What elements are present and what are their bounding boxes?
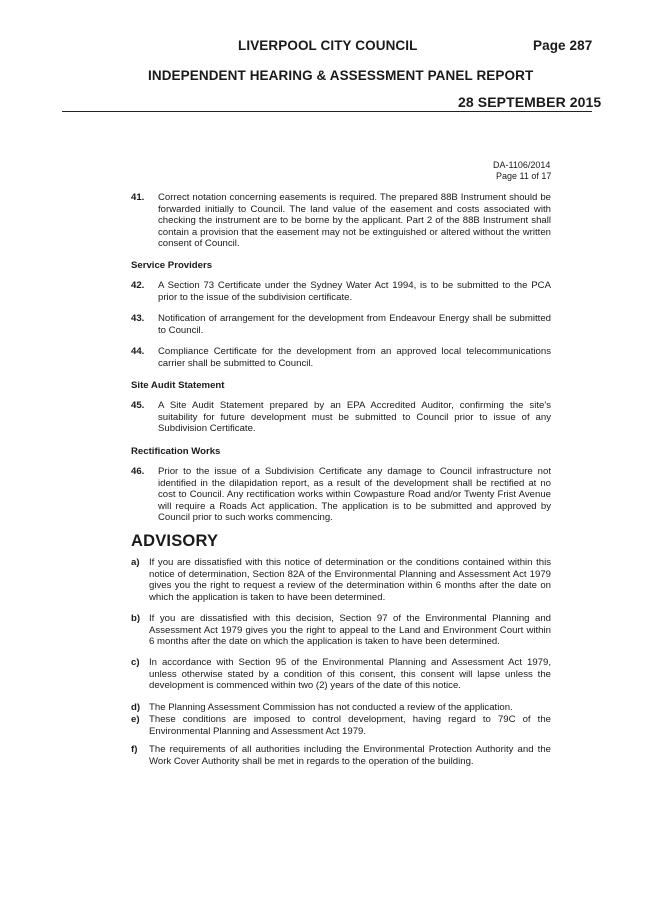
advisory-letter: d) (131, 702, 141, 713)
condition-43 (131, 313, 551, 336)
condition-46 (131, 466, 551, 524)
advisory-text: If you are dissatisfied with this notice of determination or the conditions contained within this notice of determination, Section 82A of the Environmental Planning and Assessment Act 1979 gives you the right to request a review of the determination within 6 months after the date on which the application is taken to have been determined. (149, 557, 551, 603)
heading-rectification: Rectification Works (131, 446, 221, 457)
condition-number: 43. (131, 313, 145, 324)
council-name: LIVERPOOL CITY COUNCIL (238, 38, 418, 53)
page-number: Page 287 (533, 38, 593, 53)
condition-text: Compliance Certificate for the development from an approved local telecommunications carrier shall be submitted to Council. (158, 346, 551, 369)
advisory-letter: e) (131, 714, 140, 725)
condition-42 (131, 280, 551, 303)
condition-text: Correct notation concerning easements is required. The prepared 88B Instrument should be forwarded initially to Council. The land value of the easement and costs associated with checking the instrument are to be borne by the applicant. Part 2 of the 88B Instrument shall contain a provision that the easement may not be extinguished or altered without the written consent of Council. (158, 192, 551, 250)
advisory-letter: f) (131, 744, 138, 755)
condition-number: 42. (131, 280, 145, 291)
advisory-item-e (131, 714, 551, 737)
condition-number: 41. (131, 192, 145, 203)
report-date: 28 SEPTEMBER 2015 (458, 94, 602, 110)
advisory-item-c (131, 657, 551, 692)
advisory-text: The requirements of all authorities including the Environmental Protection Authority and the Work Cover Authority shall be met in regards to the operation of the building. (149, 744, 551, 767)
advisory-letter: b) (131, 613, 141, 624)
advisory-text: These conditions are imposed to control development, having regard to 79C of the Environmental Planning and Assessment Act 1979. (149, 714, 551, 737)
advisory-item-a (131, 557, 551, 603)
condition-number: 45. (131, 400, 145, 411)
advisory-item-d (131, 702, 551, 714)
advisory-text: The Planning Assessment Commission has not conducted a review of the application. (149, 702, 513, 713)
heading-service-providers: Service Providers (131, 260, 213, 271)
advisory-heading: ADVISORY (131, 532, 219, 550)
condition-text: A Section 73 Certificate under the Sydney Water Act 1994, is to be submitted to the PCA prior to the issue of the subdivision certificate. (158, 280, 551, 303)
advisory-text: If you are dissatisfied with this decision, Section 97 of the Environmental Planning and Assessment Act 1979 gives you the right to appeal to the Land and Environment Court within 6 months after the date on which the application is taken to have been determined. (149, 613, 551, 648)
condition-text: Prior to the issue of a Subdivision Certificate any damage to Council infrastructure not identified in the dilapidation report, as a result of the development shall be rectified at no cost to Council. Any rectification works within Cowpasture Road and/or Twenty Frist Avenue will require a Roads Act application. The application is to be submitted and approved by Council prior to such works commencing. (158, 466, 551, 524)
page-of: Page 11 of 17 (496, 171, 552, 181)
condition-text: A Site Audit Statement prepared by an EPA Accredited Auditor, confirming the site's suitability for future development must be submitted to Council prior to issue of any Subdivision Certificate. (158, 400, 551, 435)
report-title: INDEPENDENT HEARING & ASSESSMENT PANEL REPORT (148, 68, 534, 83)
header-rule (62, 111, 592, 112)
advisory-letter: a) (131, 557, 140, 568)
condition-text: Notification of arrangement for the development from Endeavour Energy shall be submitted to Council. (158, 313, 551, 336)
condition-45 (131, 400, 551, 435)
advisory-item-f (131, 744, 551, 767)
condition-44 (131, 346, 551, 369)
advisory-text: In accordance with Section 95 of the Environmental Planning and Assessment Act 1979, unless otherwise stated by a condition of this consent, this consent will lapse unless the development is commenced within two (2) years of the date of this notice. (149, 657, 551, 692)
condition-number: 44. (131, 346, 145, 357)
condition-41 (131, 192, 551, 250)
da-number: DA-1106/2014 (493, 160, 551, 170)
condition-number: 46. (131, 466, 145, 477)
advisory-letter: c) (131, 657, 140, 668)
heading-site-audit: Site Audit Statement (131, 380, 225, 391)
advisory-item-b (131, 613, 551, 648)
